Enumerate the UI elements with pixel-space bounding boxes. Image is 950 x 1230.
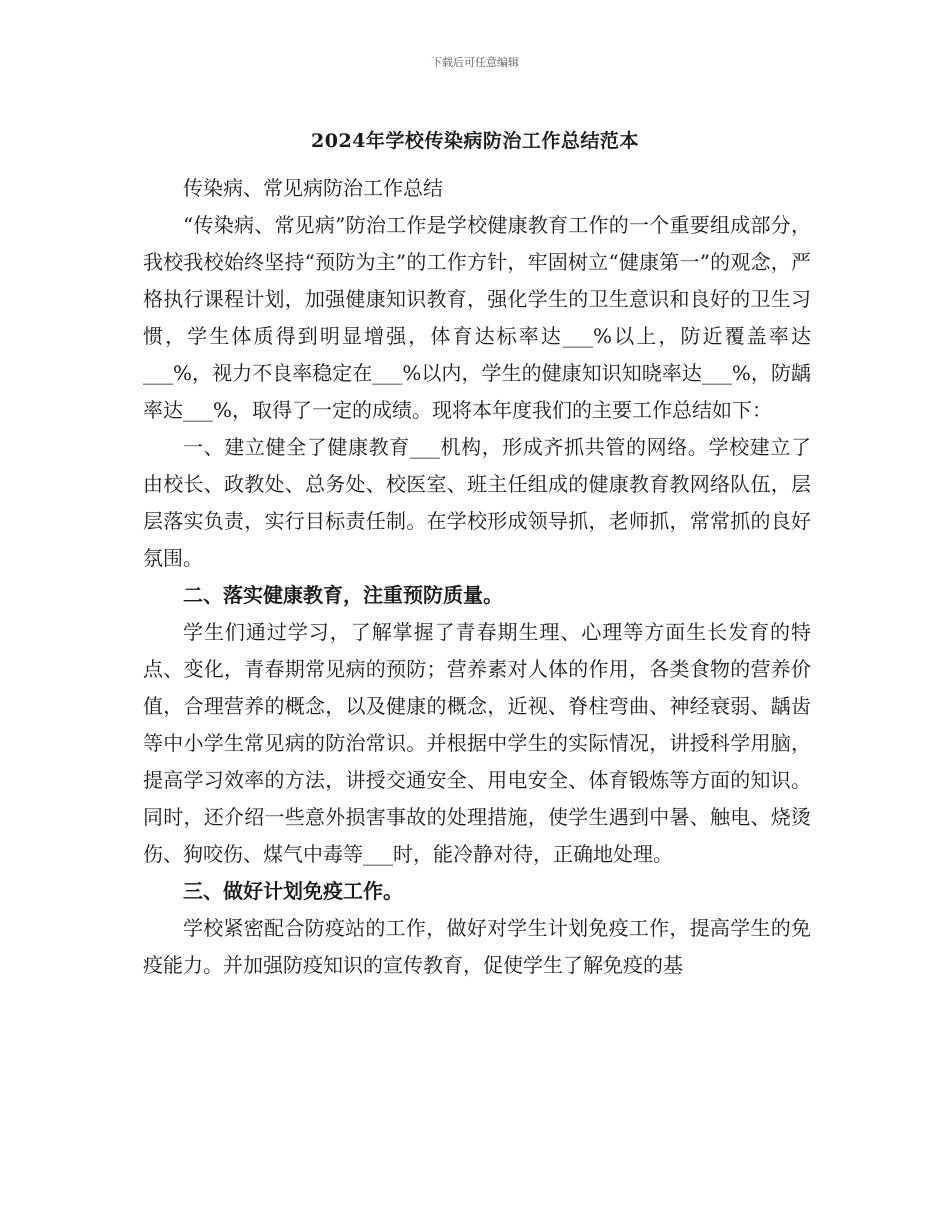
paragraph-subtitle: 传染病、常见病防治工作总结 [183, 176, 443, 200]
document-title: 2024年学校传染病防治工作总结范本 [311, 130, 639, 152]
header-note: 下载后可任意编辑 [431, 56, 519, 69]
section-heading-3: 三、做好计划免疫工作。 [183, 879, 403, 903]
paragraph-section-1: 一、建立健全了健康教育___机构，形成齐抓共管的网络。学校建立了由校长、政教处、总务处、校医室、班主任组成的健康教育教网络队伍，层层落实负责，实行目标责任制。在学校形成领导抓，老师抓，常常抓的良好氛围。 [143, 435, 811, 570]
section-heading-2: 二、落实健康教育，注重预防质量。 [183, 583, 503, 607]
paragraph-section-3: 学校紧密配合防疫站的工作，做好对学生计划免疫工作，提高学生的免疫能力。并加强防疫知识的宣传教育，促使学生了解免疫的基 [143, 916, 811, 977]
paragraph-intro: “传染病、常见病”防治工作是学校健康教育工作的一个重要组成部分，我校我校始终坚持“预防为主”的工作方针，牢固树立“健康第一”的观念，严格执行课程计划，加强健康知识教育，强化学生的卫生意识和良好的卫生习惯，学生体质得到明显增强，体育达标率达___%以上，防近覆盖率达___%，视力不良率稳定在___%以内，学生的健康知识知晓率达___%，防龋率达___%，取得了一定的成绩。现将本年度我们的主要工作总结如下： [143, 213, 811, 422]
paragraph-section-2: 学生们通过学习，了解掌握了青春期生理、心理等方面生长发育的特点、变化，青春期常见病的预防；营养素对人体的作用，各类食物的营养价值，合理营养的概念，以及健康的概念，近视、脊柱弯曲、神经衰弱、龋齿等中小学生常见病的防治常识。并根据中学生的实际情况，讲授科学用脑，提高学习效率的方法，讲授交通安全、用电安全、体育锻炼等方面的知识。同时，还介绍一些意外损害事故的处理措施，使学生遇到中暑、触电、烧烫伤、狗咬伤、煤气中毒等___时，能冷静对待，正确地处理。 [143, 620, 811, 866]
document-body [143, 170, 811, 984]
